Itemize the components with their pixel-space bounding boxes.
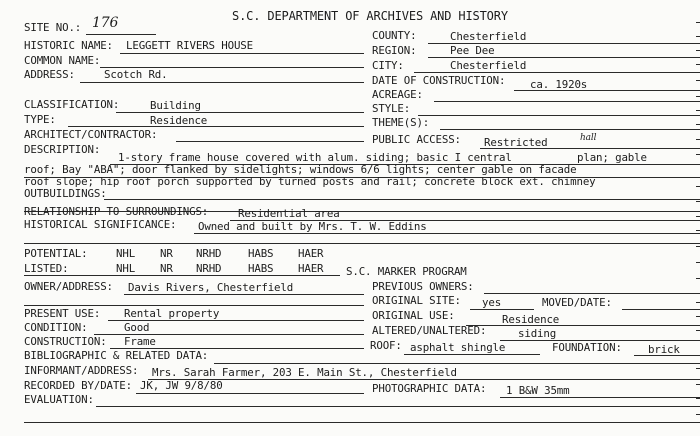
original-site-label: ORIGINAL SITE: [372,294,461,307]
description-line-1-continued: plan; gable [577,151,647,164]
recorded-by-value: JK, JW 9/8/80 [140,379,223,392]
description-label: DESCRIPTION: [24,143,101,156]
foundation-value: brick [648,343,680,356]
roof-value: asphalt shingle [410,341,506,354]
condition-value: Good [124,321,150,334]
style-label: STYLE: [372,102,411,115]
altered-unaltered-label: ALTERED/UNALTERED: [372,324,487,337]
listed-label: LISTED: [24,262,69,275]
bibliographic-label: BIBLIOGRAPHIC & RELATED DATA: [24,349,209,362]
date-of-construction-value: ca. 1920s [530,78,588,91]
historic-name-value: LEGGETT RIVERS HOUSE [126,39,254,52]
owner-address-label: OWNER/ADDRESS: [24,280,113,293]
outbuildings-label: OUTBUILDINGS: [24,187,107,200]
potential-nrhd: NRHD [196,247,222,260]
altered-unaltered-value: siding [518,327,557,340]
county-label: COUNTY: [372,29,417,42]
public-access-handwritten-note: hall [580,133,597,143]
themes-label: THEME(S): [372,116,430,129]
potential-habs: HABS [248,247,274,260]
site-no-label: SITE NO.: [24,21,82,34]
region-value: Pee Dee [450,44,495,57]
common-name-label: COMMON NAME: [24,54,101,67]
previous-owners-label: PREVIOUS OWNERS: [372,280,474,293]
informant-label: INFORMANT/ADDRESS: [24,364,139,377]
date-of-construction-label: DATE OF CONSTRUCTION: [372,74,506,87]
county-value: Chesterfield [450,30,527,43]
public-access-label: PUBLIC ACCESS: [372,133,461,146]
address-label: ADDRESS: [24,68,75,81]
present-use-value: Rental property [124,307,220,320]
classification-label: CLASSIFICATION: [24,98,120,111]
moved-date-label: MOVED/DATE: [542,296,612,309]
historical-significance-label: HISTORICAL SIGNIFICANCE: [24,218,177,231]
informant-value: Mrs. Sarah Farmer, 203 E. Main St., Chesterfield [152,366,457,379]
listed-nhl: NHL [116,262,136,275]
construction-value: Frame [124,335,156,348]
construction-label: CONSTRUCTION: [24,335,107,348]
owner-address-value: Davis Rivers, Chesterfield [128,281,294,294]
present-use-label: PRESENT USE: [24,307,101,320]
evaluation-label: EVALUATION: [24,393,94,406]
listed-nrhd: NRHD [196,262,222,275]
listed-haer: HAER [298,262,324,275]
historical-significance-value: Owned and built by Mrs. T. W. Eddins [198,220,427,233]
classification-value: Building [150,99,201,112]
acreage-label: ACREAGE: [372,88,423,101]
description-line-3: roof slope; hip roof porch supported by turned posts and rail; concrete block ext. chimney [24,175,596,188]
potential-label: POTENTIAL: [24,247,88,260]
original-use-value: Residence [502,313,560,326]
relationship-value: Residential area [238,207,340,220]
recorded-by-label: RECORDED BY/DATE: [24,379,132,392]
photographic-data-value: 1 B&W 35mm [506,384,570,397]
architect-label: ARCHITECT/CONTRACTOR: [24,128,158,141]
type-label: TYPE: [24,113,56,126]
roof-label: ROOF: [370,339,402,352]
condition-label: CONDITION: [24,321,88,334]
relationship-label: RELATIONSHIP TO SURROUNDINGS: [24,205,209,218]
agency-title: S.C. DEPARTMENT OF ARCHIVES AND HISTORY [232,9,508,23]
address-value: Scotch Rd. [104,68,168,81]
photographic-data-label: PHOTOGRAPHIC DATA: [372,382,487,395]
city-label: CITY: [372,59,404,72]
region-label: REGION: [372,44,417,57]
listed-habs: HABS [248,262,274,275]
potential-nhl: NHL [116,247,136,260]
marker-program-label: S.C. MARKER PROGRAM [346,265,467,278]
type-value: Residence [150,114,208,127]
public-access-value: Restricted [484,136,548,149]
site-no-value: 176 [92,15,119,31]
city-value: Chesterfield [450,59,527,72]
description-line-2: roof; Bay "ABA"; door flanked by sidelights; windows 6/6 lights; center gable on facade [24,163,577,176]
potential-nr: NR [160,247,173,260]
description-line-1: 1-story frame house covered with alum. siding; basic I central [118,151,512,164]
original-use-label: ORIGINAL USE: [372,309,455,322]
foundation-label: FOUNDATION: [552,341,622,354]
potential-haer: HAER [298,247,324,260]
historic-name-label: HISTORIC NAME: [24,39,113,52]
listed-nr: NR [160,262,173,275]
original-site-value: yes [482,296,502,309]
